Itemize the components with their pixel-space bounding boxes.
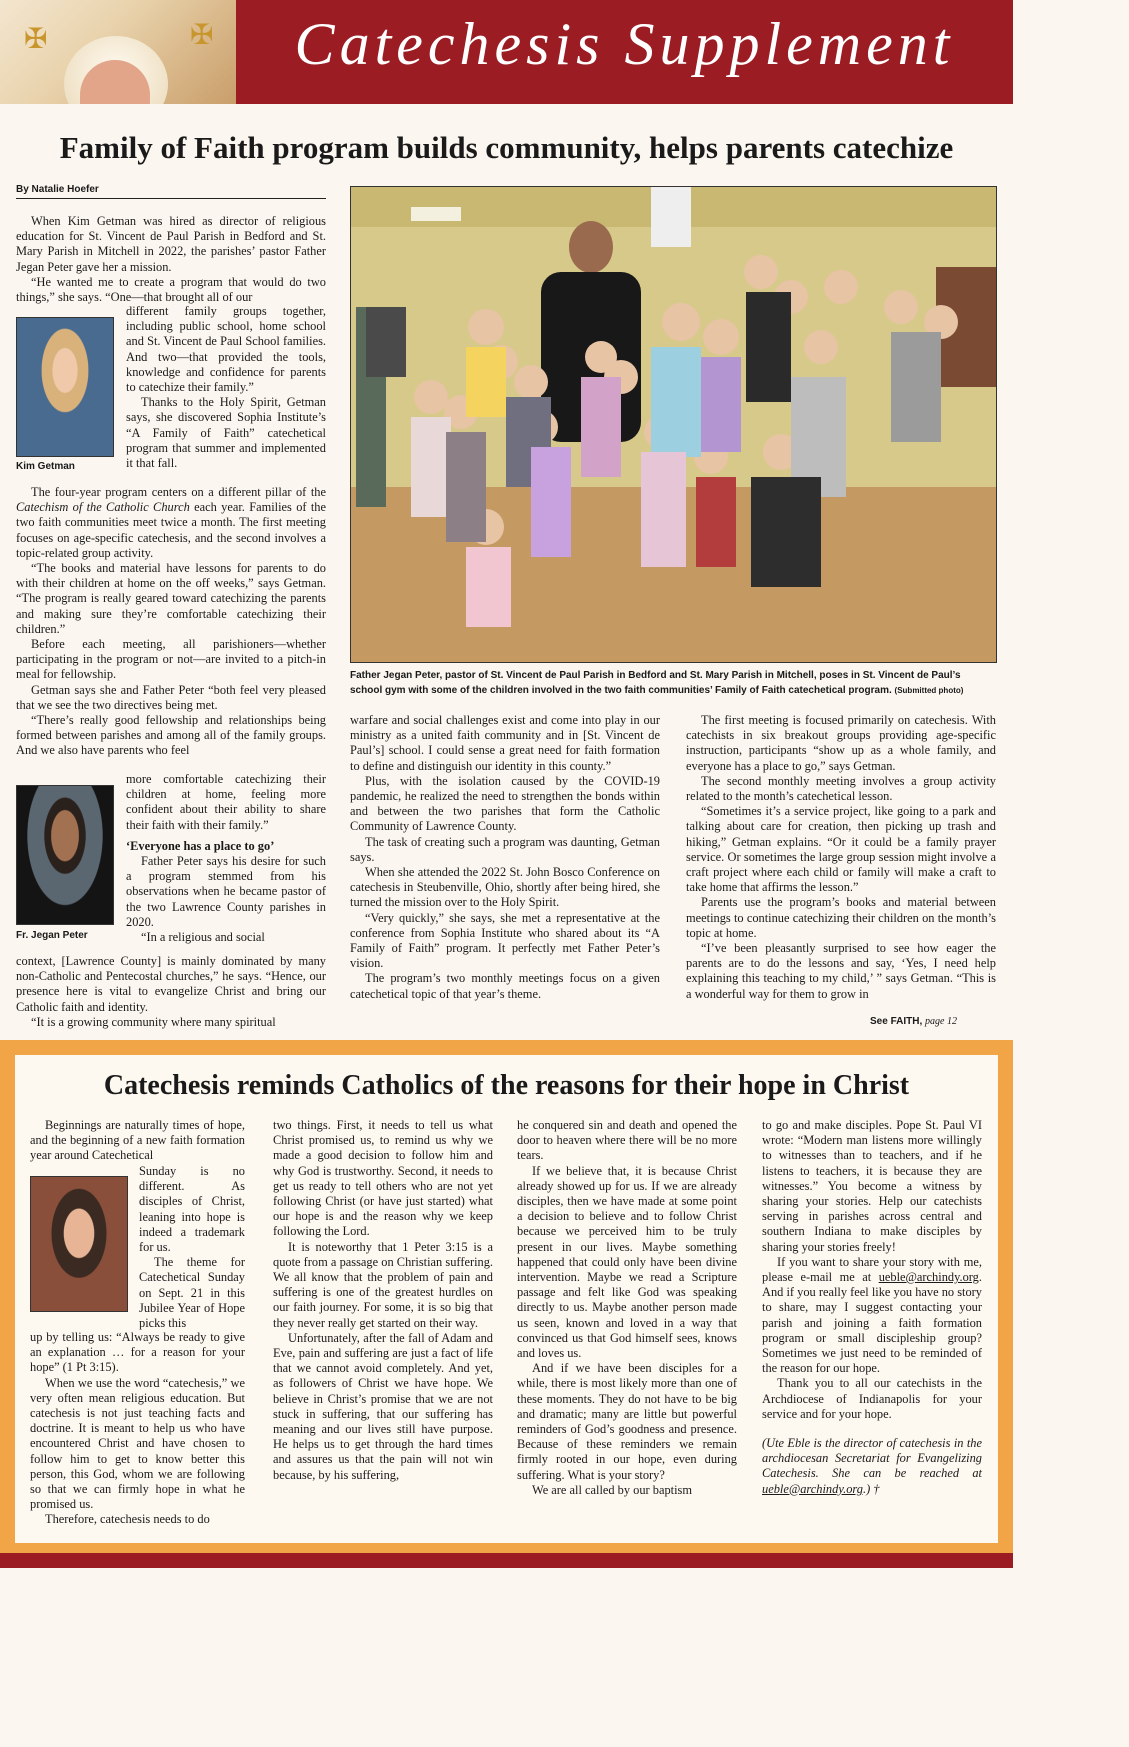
gym-group-photo [350, 186, 997, 663]
paragraph: “The books and material have lessons for parents to do with their children at home on the off weeks,” says Getman. “The program is really geared toward catechizing the parents and making sure they’re comfortable catechizing their children.” [16, 561, 326, 636]
paragraph: Getman says she and Father Peter “both feel very pleased that we see the two directives being met. [16, 682, 326, 712]
paragraph: warfare and social challenges exist and come into play in our ministry as a united faith community and in [St. Vincent de Paul’s] school. I could sense a great need for faith formation to define and distinguish our identity in this county.” [350, 713, 660, 773]
paragraph: Thanks to the Holy Spirit, Getman says, she discovered Sophia Institute’s “A Family of Faith” catechetical program that summer and implemented it that fall. [126, 395, 326, 471]
jegan-peter-photo [16, 785, 114, 925]
paragraph: Therefore, catechesis needs to do [45, 1512, 210, 1527]
jump-label: See FAITH, [870, 1016, 923, 1027]
paragraph: “In a religious and social [141, 930, 265, 945]
article2-col1-bottom [30, 1330, 245, 1528]
article1-col1-mid [16, 485, 326, 759]
email-link[interactable]: ueble@archindy.org [878, 1270, 979, 1285]
subhead: ‘Everyone has a place to go’ [126, 838, 275, 853]
article1-col2 [350, 713, 660, 1002]
paragraph: “I’ve been pleasantly surprised to see how eager the parents are to do the lessons and say, ‘Yes, I need help explaining this teaching to my child,’ ” says Getman. “This is a wonderful way for them to grow in [686, 941, 996, 1001]
cross-icon: ✠ [24, 22, 48, 55]
masthead-title: Catechesis Supplement [294, 11, 955, 77]
cross-icon: ✠ [190, 18, 214, 51]
kim-getman-caption: Kim Getman [16, 461, 75, 472]
author-bio: (Ute Eble is the director of catechesis in the archdiocesan Secretariat for Evangelizing Catechesis. She can be reached at ueble@archindy.org.) † [762, 1436, 982, 1496]
paragraph: up by telling us: “Always be ready to give an explanation … for a reason for your hope” (1 Pt 3:15). [30, 1330, 245, 1375]
ute-eble-photo [30, 1176, 128, 1312]
article1-headline: Family of Faith program builds community, helps parents catechize [59, 130, 954, 165]
masthead-image [0, 0, 236, 104]
paragraph: “He wanted me to create a program that would do two things,” she says. “One—that brought all of our [16, 274, 326, 305]
article1-col1-bottom [16, 954, 326, 1030]
paragraph: “Very quickly,” she says, she met a representative at the conference from Sophia Institute who shared about its “A Family of Faith” program. It perfectly met Father Peter’s vision. [350, 910, 660, 971]
article1-col1-top [16, 214, 326, 305]
article2-col1-wrap [139, 1164, 245, 1331]
paragraph: Plus, with the isolation caused by the COVID-19 pandemic, he realized the need to strengthen the bonds within and between the two parishes that form the Catholic Community of Lawrence County. [350, 773, 660, 834]
article2-col1-top [30, 1118, 245, 1164]
paragraph: When she attended the 2022 St. John Bosco Conference on catechesis in Steubenville, Ohio, shortly after being hired, she turned the mission over to the Holy Spirit. [350, 865, 660, 910]
photo-credit: (Submitted photo) [894, 686, 964, 695]
gym-photo-caption: Father Jegan Peter, pastor of St. Vincent de Paul Parish in Bedford and St. Mary Parish in Mitchell, poses in St. Vincent de Paul’s school gym with some of the children involved in the two faith communities’ Family of Faith catechetical program. (Submitted photo) [350, 670, 964, 696]
paragraph: If we believe that, it is because Christ already showed up for us. If we are already disciples, then we have made at some point a decision to believe and to follow Christ because we perceived him to be truly present in our lives. Maybe something happened that could only have been divine intervention. Maybe we read a Scripture passage and felt like God was speaking directly to us. Maybe another person made us seen, known and loved in a way that convinced us that God himself sees, knows and loves us. [517, 1163, 737, 1361]
paragraph: context, [Lawrence County] is mainly dominated by many non-Catholic and Pentecostal churches,” he says. “Hence, our presence here is vital to evangelize Christ and bring our Catholic faith and identity. [16, 954, 326, 1014]
paragraph: The task of creating such a program was daunting, Getman says. [350, 834, 660, 864]
article1-col1-wrap [126, 304, 326, 471]
jump-line [870, 1016, 957, 1027]
article2-col4 [762, 1118, 982, 1497]
paragraph: The theme for Catechetical Sunday on Sept. 21 in this Jubilee Year of Hope picks this [139, 1255, 245, 1331]
paragraph: more comfortable catechizing their children at home, feeling more confident about their ability to share their faith with their family.” [126, 772, 326, 832]
paragraph: The first meeting is focused primarily on catechesis. With catechists in six breakout groups providing age-specific instruction, participants “show up as a whole family, and everyone has a place to go,” says Getman. [686, 713, 996, 773]
paragraph: Before each meeting, all parishioners—whether participating in the program or not—are invited to a pitch-in meal for fellowship. [16, 637, 326, 682]
paragraph: Father Peter says his desire for such a program stemmed from his observations when he became pastor of the two Lawrence County parishes in 2020. [126, 854, 326, 929]
jump-page: page 12 [925, 1016, 957, 1027]
paragraph: The program’s two monthly meetings focus on a given catechetical topic of that year’s theme. [350, 971, 660, 1001]
bio-email-link[interactable]: ueble@archindy.org [762, 1481, 863, 1496]
paragraph: “It is a growing community where many spiritual [31, 1014, 276, 1029]
paragraph: different family groups together, including public school, home school and St. Vincent de Paul School families. And two—that provided the tools, knowledge and confidence for parents to catechize their family.” [126, 304, 326, 395]
paragraph: Sunday is no different. As disciples of Christ, leaning into hope is indeed a trademark for us. [139, 1164, 245, 1255]
masthead-banner [236, 0, 1013, 104]
kim-getman-photo [16, 317, 114, 457]
paragraph: And if we have been disciples for a while, there is most likely more than one of these moments. They do not have to be big and dramatic; many are little but powerful reminders of God’s goodness and presence. Because of these reminders we remain firmly rooted in our hope, even during suffering. What is your story? [517, 1361, 737, 1482]
paragraph: he conquered sin and death and opened the door to heaven where there will be no more tears. [517, 1118, 737, 1163]
paragraph: Beginnings are naturally times of hope, and the beginning of a new faith formation year around Catechetical [30, 1118, 245, 1163]
paragraph: “There’s really good fellowship and relationships being formed between parishes and among all of the family groups. And we also have parents who feel [16, 713, 326, 758]
paragraph: When Kim Getman was hired as director of religious education for St. Vincent de Paul Parish in Bedford and St. Mary Parish in Mitchell in 2022, the parishes’ pastor Father Jegan Peter gave her a mission. [16, 214, 326, 274]
paragraph: The second monthly meeting involves a group activity related to the month’s catechetical lesson. [686, 773, 996, 804]
article1-col3 [686, 713, 996, 1002]
paragraph: Parents use the program’s books and material between meetings to continue catechizing their children on the month’s topic at home. [686, 895, 996, 940]
catechism-title: Catechism of the Catholic Church [16, 500, 190, 515]
article2-headline: Catechesis reminds Catholics of the reasons for their hope in Christ [103, 1070, 910, 1101]
paragraph: When we use the word “catechesis,” we very often mean religious education. But catechesis is not just teaching facts and doctrine. It is meant to help us who have encountered Christ and have chosen to follow him to get to know better this person, this God, whom we are following so that we can firmly hope in what he promised us. [30, 1375, 245, 1512]
paragraph: If you want to share your story with me, please e-mail me at ueble@archindy.org. And if you really feel like you have no story to share, may I suggest contacting your parish and joining a faith formation program or small discipleship group? Sometimes we just need to be reminded of the reason for our hope. [762, 1254, 982, 1376]
byline: By Natalie Hoefer [16, 184, 326, 199]
jegan-peter-caption: Fr. Jegan Peter [16, 930, 88, 941]
article1-col1-wrap2 [126, 772, 326, 945]
paragraph: Unfortunately, after the fall of Adam and Eve, pain and suffering are just a fact of life that we cannot avoid completely. And yet, as followers of Christ we have hope. We believe in Christ’s promise that we are not stuck in suffering, that our suffering has meaning and our lives still have purpose. He helps us to get through the hard times and assures us that the pain will not win because, by his suffering, [273, 1330, 493, 1482]
gym-photo-illustration [351, 187, 996, 662]
paragraph: The four-year program centers on a different pillar of the Catechism of the Catholic Church each year. Families of the two faith communities meet twice a month. The first meeting focuses on age-specific catechesis, and the second involves a topic-related group activity. [16, 485, 326, 560]
article2-col3 [517, 1118, 737, 1498]
paragraph: to go and make disciples. Pope St. Paul VI wrote: “Modern man listens more willingly to witnesses than to teachers, and if he listens to teachers, it is because they are witnesses.” You become a witness by sharing your stories. Help our catechists serving in parishes across central and southern Indiana to make disciples by sharing your stories freely! [762, 1118, 982, 1254]
paragraph: We are all called by our baptism [532, 1482, 693, 1497]
footer-bar [0, 1553, 1013, 1568]
article2-col2 [273, 1118, 493, 1483]
paragraph: two things. First, it needs to tell us what Christ promised us, to remind us why we made a good decision to follow him and why God is trustworthy. Second, it needs to get us ready to tell others who are not yet following Christ (or have just started) what our hope is and the reason why we keep following the Lord. [273, 1118, 493, 1239]
paragraph: It is noteworthy that 1 Peter 3:15 is a quote from a passage on Christian suffering. We all know that the problem of pain and suffering is one of the greatest hurdles on our faith journey. For some, it is so big that they never really get started on their way. [273, 1239, 493, 1330]
paragraph: “Sometimes it’s a service project, like going to a park and talking about care for creation, then picking up trash and hiking,” Getman explains. “Or it could be a family prayer service. Or sometimes the large group session might involve a craft project where each child or family will make a craft to take home that affirms the lesson.” [686, 804, 996, 895]
paragraph: Thank you to all our catechists in the Archdiocese of Indianapolis for your service and for your hope. [762, 1376, 982, 1421]
